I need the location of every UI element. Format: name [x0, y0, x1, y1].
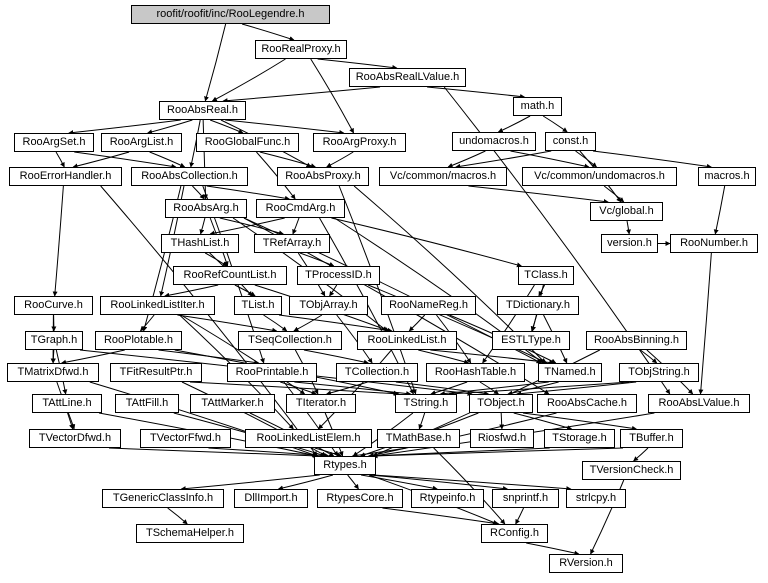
graph-node-rtypescore-h[interactable]: RtypesCore.h: [317, 489, 403, 508]
graph-node-tbuffer-h[interactable]: TBuffer.h: [620, 429, 683, 448]
graph-node-roolinkedlistelem-h[interactable]: RooLinkedListElem.h: [245, 429, 372, 448]
graph-node-rooabslvalue-h[interactable]: RooAbsLValue.h: [648, 394, 750, 413]
graph-node-tattfill-h[interactable]: TAttFill.h: [115, 394, 179, 413]
graph-node-tprocessid-h[interactable]: TProcessID.h: [297, 266, 380, 285]
graph-node-rooabsreallvalue-h[interactable]: RooAbsRealLValue.h: [349, 68, 466, 87]
graph-node-rooplotable-h[interactable]: RooPlotable.h: [95, 331, 182, 350]
graph-node-tcollection-h[interactable]: TCollection.h: [336, 363, 418, 382]
graph-node-rtypes-h[interactable]: Rtypes.h: [314, 456, 376, 475]
graph-node-roorefcountlist-h[interactable]: RooRefCountList.h: [173, 266, 287, 285]
graph-node-roocmdarg-h[interactable]: RooCmdArg.h: [256, 199, 345, 218]
graph-node-tclass-h[interactable]: TClass.h: [518, 266, 574, 285]
graph-node-tvectordfwd-h[interactable]: TVectorDfwd.h: [29, 429, 121, 448]
graph-node-tobject-h[interactable]: TObject.h: [469, 394, 533, 413]
graph-node-version-h[interactable]: version.h: [601, 234, 658, 253]
graph-node-rooerrorhandler-h[interactable]: RooErrorHandler.h: [9, 167, 122, 186]
graph-node-rooabsproxy-h[interactable]: RooAbsProxy.h: [277, 167, 369, 186]
graph-node-roofit-roofit-inc-roolegendre-h[interactable]: roofit/roofit/inc/RooLegendre.h: [131, 5, 330, 24]
graph-node-rooglobalfunc-h[interactable]: RooGlobalFunc.h: [196, 133, 299, 152]
graph-node-tmatrixdfwd-h[interactable]: TMatrixDfwd.h: [7, 363, 99, 382]
graph-node-snprintf-h[interactable]: snprintf.h: [492, 489, 559, 508]
graph-node-roonumber-h[interactable]: RooNumber.h: [670, 234, 758, 253]
graph-node-tmathbase-h[interactable]: TMathBase.h: [377, 429, 460, 448]
graph-node-math-h[interactable]: math.h: [513, 97, 562, 116]
graph-node-tstorage-h[interactable]: TStorage.h: [544, 429, 615, 448]
graph-node-rooabscollection-h[interactable]: RooAbsCollection.h: [131, 167, 248, 186]
graph-node-tnamed-h[interactable]: TNamed.h: [538, 363, 602, 382]
graph-node-roolinkedlistiter-h[interactable]: RooLinkedListIter.h: [100, 296, 215, 315]
graph-node-rooabsarg-h[interactable]: RooAbsArg.h: [165, 199, 247, 218]
graph-node-rooargproxy-h[interactable]: RooArgProxy.h: [313, 133, 406, 152]
graph-node-dllimport-h[interactable]: DllImport.h: [234, 489, 308, 508]
graph-node-roohashtable-h[interactable]: RooHashTable.h: [426, 363, 525, 382]
graph-node-thashlist-h[interactable]: THashList.h: [161, 234, 239, 253]
graph-node-rooargset-h[interactable]: RooArgSet.h: [14, 133, 94, 152]
graph-node-vc-common-macros-h[interactable]: Vc/common/macros.h: [379, 167, 507, 186]
graph-node-riosfwd-h[interactable]: Riosfwd.h: [470, 429, 534, 448]
graph-node-tstring-h[interactable]: TString.h: [395, 394, 457, 413]
graph-node-estltype-h[interactable]: ESTLType.h: [492, 331, 570, 350]
graph-node-tattmarker-h[interactable]: TAttMarker.h: [190, 394, 275, 413]
graph-node-tobjstring-h[interactable]: TObjString.h: [619, 363, 699, 382]
graph-node-rooprintable-h[interactable]: RooPrintable.h: [227, 363, 317, 382]
graph-node-strlcpy-h[interactable]: strlcpy.h: [566, 489, 626, 508]
graph-node-roocurve-h[interactable]: RooCurve.h: [14, 296, 93, 315]
graph-node-rconfig-h[interactable]: RConfig.h: [481, 524, 548, 543]
graph-node-tgenericclassinfo-h[interactable]: TGenericClassInfo.h: [102, 489, 224, 508]
graph-node-tlist-h[interactable]: TList.h: [234, 296, 282, 315]
graph-node-tvectorffwd-h[interactable]: TVectorFfwd.h: [140, 429, 231, 448]
graph-node-rooarglist-h[interactable]: RooArgList.h: [101, 133, 182, 152]
graph-node-vc-global-h[interactable]: Vc/global.h: [590, 202, 663, 221]
graph-node-tfitresultptr-h[interactable]: TFitResultPtr.h: [110, 363, 202, 382]
graph-node-macros-h[interactable]: macros.h: [698, 167, 756, 186]
graph-node-tobjarray-h[interactable]: TObjArray.h: [289, 296, 368, 315]
graph-node-rooabsreal-h[interactable]: RooAbsReal.h: [159, 101, 246, 120]
graph-node-rooabsbinning-h[interactable]: RooAbsBinning.h: [586, 331, 687, 350]
graph-node-tversioncheck-h[interactable]: TVersionCheck.h: [582, 461, 681, 480]
graph-node-tattline-h[interactable]: TAttLine.h: [32, 394, 102, 413]
graph-node-titerator-h[interactable]: TIterator.h: [286, 394, 356, 413]
graph-node-rversion-h[interactable]: RVersion.h: [549, 554, 623, 573]
graph-node-tgraph-h[interactable]: TGraph.h: [25, 331, 83, 350]
graph-node-tdictionary-h[interactable]: TDictionary.h: [497, 296, 579, 315]
graph-node-roolinkedlist-h[interactable]: RooLinkedList.h: [357, 331, 457, 350]
graph-node-tseqcollection-h[interactable]: TSeqCollection.h: [238, 331, 342, 350]
graph-node-tschemahelper-h[interactable]: TSchemaHelper.h: [136, 524, 244, 543]
graph-node-vc-common-undomacros-h[interactable]: Vc/common/undomacros.h: [522, 167, 677, 186]
graph-node-trefarray-h[interactable]: TRefArray.h: [254, 234, 330, 253]
graph-node-rooabscache-h[interactable]: RooAbsCache.h: [537, 394, 637, 413]
graph-node-roorealproxy-h[interactable]: RooRealProxy.h: [255, 40, 347, 59]
graph-node-roonamereg-h[interactable]: RooNameReg.h: [381, 296, 476, 315]
graph-node-const-h[interactable]: const.h: [545, 132, 596, 151]
graph-node-rtypeinfo-h[interactable]: Rtypeinfo.h: [411, 489, 484, 508]
graph-node-undomacros-h[interactable]: undomacros.h: [452, 132, 536, 151]
